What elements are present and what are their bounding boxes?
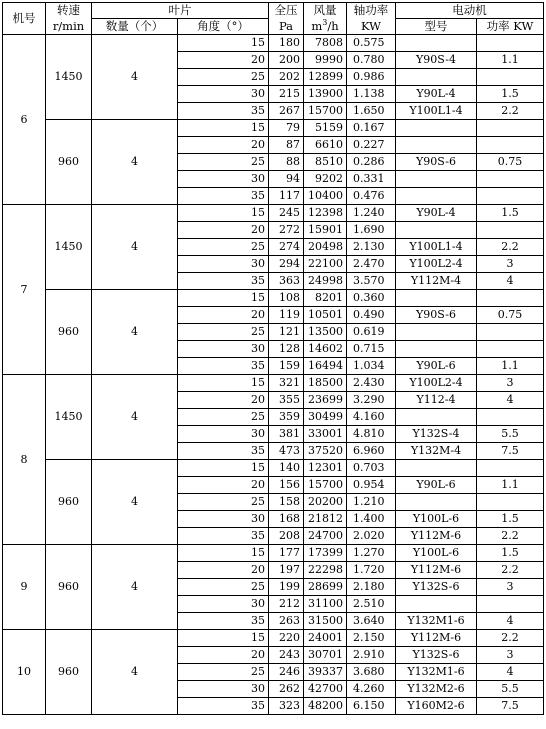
blade-angle-cell: 15 [178,545,269,562]
pressure-cell: 121 [269,324,304,341]
shaft-power-cell: 3.570 [347,273,396,290]
flow-cell: 13900 [304,86,347,103]
blade-angle-cell: 15 [178,630,269,647]
motor-power-cell: 2.2 [477,239,544,256]
motor-power-cell [477,120,544,137]
motor-model-cell [396,35,477,52]
blade-angle-cell: 15 [178,375,269,392]
shaft-power-cell: 0.954 [347,477,396,494]
motor-model-cell: Y132M1-6 [396,664,477,681]
pressure-cell: 243 [269,647,304,664]
shaft-power-cell: 3.680 [347,664,396,681]
speed-cell: 960 [46,460,92,545]
motor-power-cell: 5.5 [477,426,544,443]
machine-no-cell: 7 [3,205,46,375]
motor-power-cell: 1.5 [477,205,544,222]
blade-angle-cell: 20 [178,137,269,154]
machine-no-cell: 6 [3,35,46,205]
pressure-cell: 245 [269,205,304,222]
flow-cell: 12899 [304,69,347,86]
motor-power-cell: 4 [477,273,544,290]
motor-power-cell: 1.5 [477,511,544,528]
blade-angle-cell: 20 [178,52,269,69]
motor-model-cell [396,120,477,137]
motor-power-cell: 7.5 [477,698,544,715]
flow-cell: 20498 [304,239,347,256]
blade-angle-cell: 35 [178,443,269,460]
motor-model-cell: Y112M-6 [396,528,477,545]
shaft-power-cell: 2.430 [347,375,396,392]
motor-model-cell [396,341,477,358]
flow-cell: 48200 [304,698,347,715]
shaft-power-cell: 0.986 [347,69,396,86]
pressure-cell: 267 [269,103,304,120]
machine-no-cell: 8 [3,375,46,545]
motor-model-cell [396,69,477,86]
flow-cell: 30701 [304,647,347,664]
motor-model-cell: Y132S-6 [396,579,477,596]
machine-no-cell: 10 [3,630,46,715]
motor-model-cell: Y100L2-4 [396,256,477,273]
shaft-power-cell: 2.020 [347,528,396,545]
motor-power-cell: 3 [477,375,544,392]
motor-model-cell [396,222,477,239]
motor-model-cell [396,171,477,188]
motor-power-cell [477,69,544,86]
shaft-power-cell: 1.270 [347,545,396,562]
shaft-power-cell: 4.160 [347,409,396,426]
table-row [3,460,544,477]
header-flow: 风量 [304,3,347,19]
speed-cell: 1450 [46,375,92,460]
shaft-power-cell: 0.360 [347,290,396,307]
pressure-cell: 94 [269,171,304,188]
pressure-cell: 355 [269,392,304,409]
flow-cell: 20200 [304,494,347,511]
pressure-cell: 359 [269,409,304,426]
flow-cell: 23699 [304,392,347,409]
flow-cell: 24001 [304,630,347,647]
header-pressure: 全压 [269,3,304,19]
blade-angle-cell: 25 [178,664,269,681]
motor-model-cell [396,137,477,154]
shaft-power-cell: 0.780 [347,52,396,69]
pressure-cell: 363 [269,273,304,290]
motor-power-cell [477,460,544,477]
motor-power-cell: 3 [477,579,544,596]
motor-power-cell: 1.5 [477,86,544,103]
motor-power-cell: 3 [477,647,544,664]
flow-cell: 15901 [304,222,347,239]
header-machine-no: 机号 [3,3,46,35]
motor-model-cell: Y100L-6 [396,511,477,528]
motor-model-cell: Y100L2-4 [396,375,477,392]
motor-power-cell: 1.1 [477,52,544,69]
flow-cell: 28699 [304,579,347,596]
motor-model-cell: Y90L-6 [396,358,477,375]
pressure-cell: 199 [269,579,304,596]
flow-cell: 24998 [304,273,347,290]
motor-power-cell: 3 [477,256,544,273]
flow-cell: 8201 [304,290,347,307]
shaft-power-cell: 1.400 [347,511,396,528]
blade-angle-cell: 25 [178,239,269,256]
motor-model-cell [396,596,477,613]
shaft-power-cell: 0.575 [347,35,396,52]
shaft-power-cell: 1.690 [347,222,396,239]
table-row [3,35,544,52]
speed-cell: 960 [46,290,92,375]
motor-power-cell: 5.5 [477,681,544,698]
motor-model-cell: Y132M-4 [396,443,477,460]
motor-power-cell: 4 [477,613,544,630]
motor-power-cell: 2.2 [477,562,544,579]
blade-angle-cell: 35 [178,528,269,545]
pressure-cell: 88 [269,154,304,171]
header-motor: 电动机 [396,3,544,19]
blade-angle-cell: 20 [178,307,269,324]
shaft-power-cell: 0.715 [347,341,396,358]
blade-angle-cell: 15 [178,460,269,477]
shaft-power-cell: 0.286 [347,154,396,171]
blade-angle-cell: 15 [178,120,269,137]
blade-angle-cell: 20 [178,392,269,409]
motor-model-cell: Y132M1-6 [396,613,477,630]
blade-angle-cell: 20 [178,647,269,664]
flow-cell: 8510 [304,154,347,171]
motor-power-cell: 4 [477,392,544,409]
blade-angle-cell: 25 [178,69,269,86]
flow-cell: 31100 [304,596,347,613]
blade-angle-cell: 25 [178,409,269,426]
shaft-power-cell: 3.290 [347,392,396,409]
blade-angle-cell: 15 [178,35,269,52]
flow-cell: 10501 [304,307,347,324]
flow-cell: 15700 [304,103,347,120]
flow-cell: 15700 [304,477,347,494]
blade-count-cell: 4 [92,375,178,460]
header-blade: 叶片 [92,3,269,19]
flow-cell: 10400 [304,188,347,205]
blade-angle-cell: 35 [178,103,269,120]
shaft-power-cell: 1.650 [347,103,396,120]
motor-model-cell: Y90L-4 [396,205,477,222]
blade-angle-cell: 35 [178,698,269,715]
shaft-power-cell: 2.150 [347,630,396,647]
blade-angle-cell: 20 [178,222,269,239]
flow-cell: 6610 [304,137,347,154]
flow-cell: 30499 [304,409,347,426]
motor-model-cell [396,494,477,511]
motor-model-cell: Y160M2-6 [396,698,477,715]
header-motor-power: 功率 KW [477,19,544,35]
blade-angle-cell: 35 [178,358,269,375]
pressure-cell: 321 [269,375,304,392]
header-blade-count: 数量（个） [92,19,178,35]
blade-angle-cell: 30 [178,426,269,443]
header-shaft-power-unit: KW [347,19,396,35]
blade-angle-cell: 30 [178,596,269,613]
flow-cell: 31500 [304,613,347,630]
blade-angle-cell: 30 [178,341,269,358]
motor-model-cell: Y90S-4 [396,52,477,69]
speed-cell: 960 [46,545,92,630]
shaft-power-cell: 6.960 [347,443,396,460]
blade-angle-cell: 25 [178,579,269,596]
motor-model-cell: Y112M-4 [396,273,477,290]
shaft-power-cell: 2.180 [347,579,396,596]
speed-cell: 1450 [46,35,92,120]
pressure-cell: 128 [269,341,304,358]
table-row [3,205,544,222]
shaft-power-cell: 0.476 [347,188,396,205]
pressure-cell: 87 [269,137,304,154]
motor-model-cell: Y112M-6 [396,562,477,579]
table-row [3,630,544,647]
motor-model-cell: Y112M-6 [396,630,477,647]
motor-power-cell [477,171,544,188]
shaft-power-cell: 1.720 [347,562,396,579]
flow-cell: 18500 [304,375,347,392]
flow-cell: 9202 [304,171,347,188]
pressure-cell: 108 [269,290,304,307]
motor-model-cell: Y100L1-4 [396,239,477,256]
blade-angle-cell: 30 [178,511,269,528]
pressure-cell: 197 [269,562,304,579]
header-blade-angle: 角度（°） [178,19,269,35]
flow-cell: 12301 [304,460,347,477]
flow-cell: 7808 [304,35,347,52]
pressure-cell: 208 [269,528,304,545]
motor-model-cell [396,290,477,307]
fan-performance-table [2,2,544,715]
shaft-power-cell: 6.150 [347,698,396,715]
motor-model-cell [396,324,477,341]
motor-power-cell [477,409,544,426]
motor-model-cell: Y132S-6 [396,647,477,664]
pressure-cell: 272 [269,222,304,239]
motor-power-cell [477,290,544,307]
blade-count-cell: 4 [92,205,178,290]
pressure-cell: 294 [269,256,304,273]
speed-cell: 960 [46,120,92,205]
table-row [3,290,544,307]
header-speed-unit: r/min [46,19,92,35]
machine-no-cell: 9 [3,545,46,630]
motor-power-cell: 2.2 [477,103,544,120]
motor-power-cell [477,494,544,511]
motor-model-cell [396,188,477,205]
blade-angle-cell: 30 [178,86,269,103]
table-body [3,35,544,715]
pressure-cell: 215 [269,86,304,103]
blade-angle-cell: 35 [178,273,269,290]
blade-angle-cell: 35 [178,188,269,205]
shaft-power-cell: 1.210 [347,494,396,511]
pressure-cell: 220 [269,630,304,647]
shaft-power-cell: 1.034 [347,358,396,375]
flow-cell: 12398 [304,205,347,222]
speed-cell: 1450 [46,205,92,290]
flow-cell: 37520 [304,443,347,460]
header-pressure-unit: Pa [269,19,304,35]
pressure-cell: 323 [269,698,304,715]
pressure-cell: 274 [269,239,304,256]
table-row [3,375,544,392]
blade-count-cell: 4 [92,545,178,630]
pressure-cell: 140 [269,460,304,477]
blade-angle-cell: 35 [178,613,269,630]
flow-cell: 14602 [304,341,347,358]
motor-power-cell: 7.5 [477,443,544,460]
pressure-cell: 262 [269,681,304,698]
flow-cell: 24700 [304,528,347,545]
flow-cell: 9990 [304,52,347,69]
pressure-cell: 159 [269,358,304,375]
motor-power-cell [477,188,544,205]
blade-count-cell: 4 [92,35,178,120]
blade-angle-cell: 15 [178,205,269,222]
motor-power-cell [477,324,544,341]
blade-angle-cell: 25 [178,324,269,341]
motor-power-cell: 0.75 [477,154,544,171]
shaft-power-cell: 0.227 [347,137,396,154]
shaft-power-cell: 2.470 [347,256,396,273]
pressure-cell: 381 [269,426,304,443]
pressure-cell: 202 [269,69,304,86]
flow-cell: 17399 [304,545,347,562]
motor-power-cell [477,596,544,613]
motor-power-cell [477,222,544,239]
blade-angle-cell: 15 [178,290,269,307]
table-header [3,3,544,35]
shaft-power-cell: 1.240 [347,205,396,222]
pressure-cell: 79 [269,120,304,137]
blade-angle-cell: 30 [178,681,269,698]
motor-power-cell: 2.2 [477,528,544,545]
table-row [3,545,544,562]
blade-count-cell: 4 [92,630,178,715]
shaft-power-cell: 0.490 [347,307,396,324]
header-shaft-power: 轴功率 [347,3,396,19]
motor-model-cell: Y100L-6 [396,545,477,562]
pressure-cell: 180 [269,35,304,52]
flow-cell: 13500 [304,324,347,341]
shaft-power-cell: 2.130 [347,239,396,256]
motor-model-cell [396,460,477,477]
flow-cell: 33001 [304,426,347,443]
flow-cell: 22298 [304,562,347,579]
pressure-cell: 246 [269,664,304,681]
shaft-power-cell: 0.703 [347,460,396,477]
pressure-cell: 117 [269,188,304,205]
pressure-cell: 158 [269,494,304,511]
motor-model-cell: Y100L1-4 [396,103,477,120]
pressure-cell: 168 [269,511,304,528]
motor-model-cell: Y90S-6 [396,307,477,324]
shaft-power-cell: 3.640 [347,613,396,630]
motor-power-cell: 0.75 [477,307,544,324]
shaft-power-cell: 0.167 [347,120,396,137]
pressure-cell: 200 [269,52,304,69]
shaft-power-cell: 4.260 [347,681,396,698]
shaft-power-cell: 2.910 [347,647,396,664]
motor-power-cell [477,35,544,52]
blade-angle-cell: 20 [178,562,269,579]
shaft-power-cell: 0.331 [347,171,396,188]
shaft-power-cell: 4.810 [347,426,396,443]
motor-model-cell: Y90S-6 [396,154,477,171]
motor-model-cell: Y90L-4 [396,86,477,103]
motor-power-cell [477,137,544,154]
flow-cell: 21812 [304,511,347,528]
pressure-cell: 212 [269,596,304,613]
header-motor-model: 型号 [396,19,477,35]
table-row [3,120,544,137]
pressure-cell: 177 [269,545,304,562]
motor-model-cell: Y112-4 [396,392,477,409]
motor-model-cell [396,409,477,426]
motor-power-cell: 1.1 [477,477,544,494]
shaft-power-cell: 2.510 [347,596,396,613]
blade-angle-cell: 20 [178,477,269,494]
blade-count-cell: 4 [92,290,178,375]
shaft-power-cell: 0.619 [347,324,396,341]
flow-cell: 5159 [304,120,347,137]
header-speed: 转速 [46,3,92,19]
blade-angle-cell: 25 [178,494,269,511]
pressure-cell: 473 [269,443,304,460]
flow-cell: 42700 [304,681,347,698]
flow-cell: 22100 [304,256,347,273]
shaft-power-cell: 1.138 [347,86,396,103]
header-flow-unit: $m^3/h$ [304,19,347,35]
speed-cell: 960 [46,630,92,715]
motor-model-cell: Y90L-6 [396,477,477,494]
blade-angle-cell: 25 [178,154,269,171]
motor-power-cell: 1.1 [477,358,544,375]
blade-count-cell: 4 [92,460,178,545]
pressure-cell: 156 [269,477,304,494]
motor-model-cell: Y132S-4 [396,426,477,443]
motor-power-cell: 2.2 [477,630,544,647]
flow-cell: 16494 [304,358,347,375]
motor-model-cell: Y132M2-6 [396,681,477,698]
blade-angle-cell: 30 [178,256,269,273]
motor-power-cell: 1.5 [477,545,544,562]
motor-power-cell: 4 [477,664,544,681]
flow-cell: 39337 [304,664,347,681]
motor-power-cell [477,341,544,358]
blade-angle-cell: 30 [178,171,269,188]
pressure-cell: 119 [269,307,304,324]
blade-count-cell: 4 [92,120,178,205]
pressure-cell: 263 [269,613,304,630]
